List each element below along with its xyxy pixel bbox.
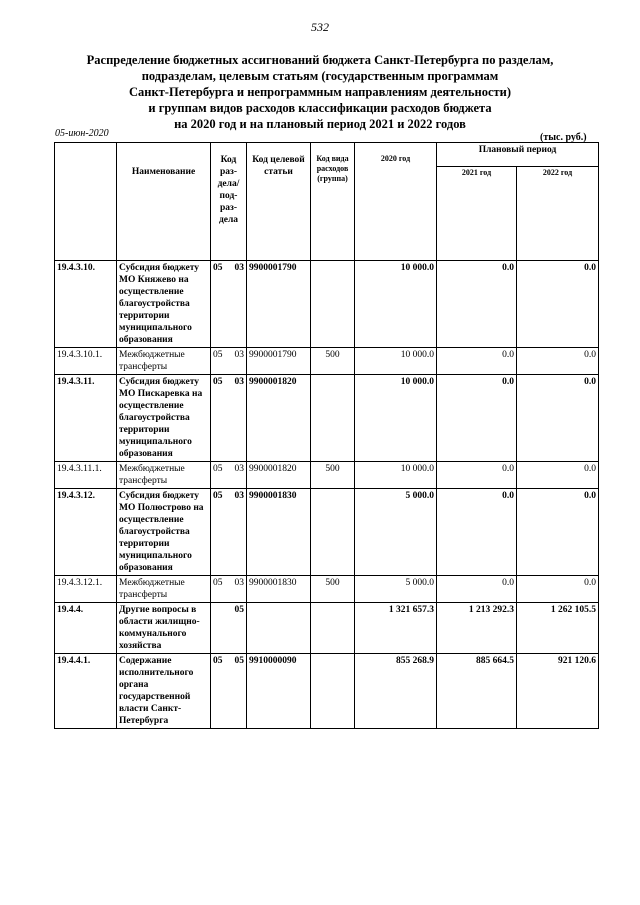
row-name: Межбюджетные трансферты — [117, 576, 211, 603]
row-razdel — [211, 489, 247, 576]
row-number: 19.4.4.1. — [55, 654, 117, 729]
row-vid: 500 — [311, 576, 355, 603]
row-2021: 0.0 — [437, 576, 517, 603]
row-target: 9900001830 — [247, 576, 311, 603]
podrazdel-code: 03 — [234, 464, 244, 474]
row-razdel — [211, 576, 247, 603]
row-name: Субсидия бюджету МО Полюстрово на осуществление благоустройства территории муниципального образования — [117, 489, 211, 576]
row-name: Межбюджетные трансферты — [117, 462, 211, 489]
podrazdel-code: 03 — [234, 578, 244, 588]
row-razdel — [211, 603, 247, 654]
header-name: Наименование — [117, 143, 211, 261]
table-row — [55, 462, 599, 489]
row-2022: 0.0 — [517, 348, 599, 375]
row-vid — [311, 654, 355, 729]
row-2022: 0.0 — [517, 375, 599, 462]
header-2022: 2022 год — [517, 167, 599, 261]
row-2021: 0.0 — [437, 462, 517, 489]
razdel-code: 05 — [213, 263, 223, 273]
razdel-code: 05 — [213, 491, 223, 501]
podrazdel-code: 03 — [234, 377, 244, 387]
document-date: 05-июн-2020 — [55, 128, 109, 139]
row-razdel — [211, 462, 247, 489]
row-number: 19.4.3.12. — [55, 489, 117, 576]
table-row — [55, 654, 599, 729]
podrazdel-code: 03 — [234, 491, 244, 501]
row-2022: 921 120.6 — [517, 654, 599, 729]
row-target: 9900001820 — [247, 462, 311, 489]
row-number: 19.4.4. — [55, 603, 117, 654]
row-vid: 500 — [311, 348, 355, 375]
row-number: 19.4.3.11.1. — [55, 462, 117, 489]
razdel-code: 05 — [213, 578, 223, 588]
header-number — [55, 143, 117, 261]
row-vid — [311, 375, 355, 462]
table-row — [55, 261, 599, 348]
header-planned: Плановый период — [437, 143, 599, 167]
row-2020: 1 321 657.3 — [355, 603, 437, 654]
podrazdel-code: 03 — [234, 263, 244, 273]
row-2020: 10 000.0 — [355, 261, 437, 348]
header-2020: 2020 год — [355, 143, 437, 261]
razdel-code: 05 — [213, 350, 223, 360]
razdel-code: 05 — [213, 377, 223, 387]
row-2020: 855 268.9 — [355, 654, 437, 729]
row-target — [247, 603, 311, 654]
units-label: (тыс. руб.) — [540, 132, 587, 143]
row-target: 9900001830 — [247, 489, 311, 576]
table-row — [55, 375, 599, 462]
row-2021: 0.0 — [437, 375, 517, 462]
document-title — [40, 52, 600, 132]
header-razdel: Код раз-дела/ под-раз-дела — [211, 143, 247, 261]
razdel-code: 05 — [213, 464, 223, 474]
title-line: Санкт-Петербурга и непрограммным направлениям деятельности) — [128, 85, 511, 99]
header-target: Код целевой статьи — [247, 143, 311, 261]
razdel-code: 05 — [213, 656, 223, 666]
row-number: 19.4.3.10. — [55, 261, 117, 348]
row-2020: 10 000.0 — [355, 462, 437, 489]
row-vid — [311, 603, 355, 654]
row-2021: 0.0 — [437, 489, 517, 576]
row-razdel — [211, 375, 247, 462]
row-2020: 10 000.0 — [355, 348, 437, 375]
row-vid: 500 — [311, 462, 355, 489]
row-2021: 885 664.5 — [437, 654, 517, 729]
title-line: подразделам, целевым статьям (государственным программам — [141, 69, 499, 83]
row-target: 9900001790 — [247, 261, 311, 348]
row-name: Субсидия бюджету МО Княжево на осуществление благоустройства территории муниципального образования — [117, 261, 211, 348]
table-row — [55, 489, 599, 576]
row-target: 9900001790 — [247, 348, 311, 375]
row-2022: 0.0 — [517, 576, 599, 603]
row-name: Другие вопросы в области жилищно-коммунального хозяйства — [117, 603, 211, 654]
budget-table — [54, 142, 599, 729]
page-number: 532 — [311, 20, 329, 34]
title-line: и группам видов расходов классификации расходов бюджета — [148, 101, 492, 115]
row-vid — [311, 489, 355, 576]
header-2021: 2021 год — [437, 167, 517, 261]
title-line: на 2020 год и на плановый период 2021 и 2022 годов — [174, 117, 466, 131]
row-name: Субсидия бюджету МО Пискаревка на осуществление благоустройства территории муниципального образования — [117, 375, 211, 462]
row-2021: 0.0 — [437, 261, 517, 348]
row-vid — [311, 261, 355, 348]
title-line: Распределение бюджетных ассигнований бюджета Санкт-Петербурга по разделам, — [86, 53, 554, 67]
row-name: Межбюджетные трансферты — [117, 348, 211, 375]
podrazdel-code: 05 — [234, 656, 244, 666]
table-row — [55, 576, 599, 603]
row-number: 19.4.3.11. — [55, 375, 117, 462]
row-2022: 0.0 — [517, 261, 599, 348]
row-2022: 1 262 105.5 — [517, 603, 599, 654]
row-2022: 0.0 — [517, 462, 599, 489]
table-row — [55, 348, 599, 375]
row-2020: 5 000.0 — [355, 489, 437, 576]
podrazdel-code: 05 — [234, 605, 244, 615]
row-razdel — [211, 261, 247, 348]
row-razdel — [211, 348, 247, 375]
row-razdel — [211, 654, 247, 729]
podrazdel-code: 03 — [234, 350, 244, 360]
row-2020: 5 000.0 — [355, 576, 437, 603]
row-target: 9900001820 — [247, 375, 311, 462]
row-target: 9910000090 — [247, 654, 311, 729]
row-2020: 10 000.0 — [355, 375, 437, 462]
row-number: 19.4.3.12.1. — [55, 576, 117, 603]
row-number: 19.4.3.10.1. — [55, 348, 117, 375]
row-2022: 0.0 — [517, 489, 599, 576]
header-vid: Код вида расходов (группа) — [311, 143, 355, 261]
row-name: Содержание исполнительного органа государственной власти Санкт-Петербурга — [117, 654, 211, 729]
table-row — [55, 603, 599, 654]
row-2021: 0.0 — [437, 348, 517, 375]
row-2021: 1 213 292.3 — [437, 603, 517, 654]
